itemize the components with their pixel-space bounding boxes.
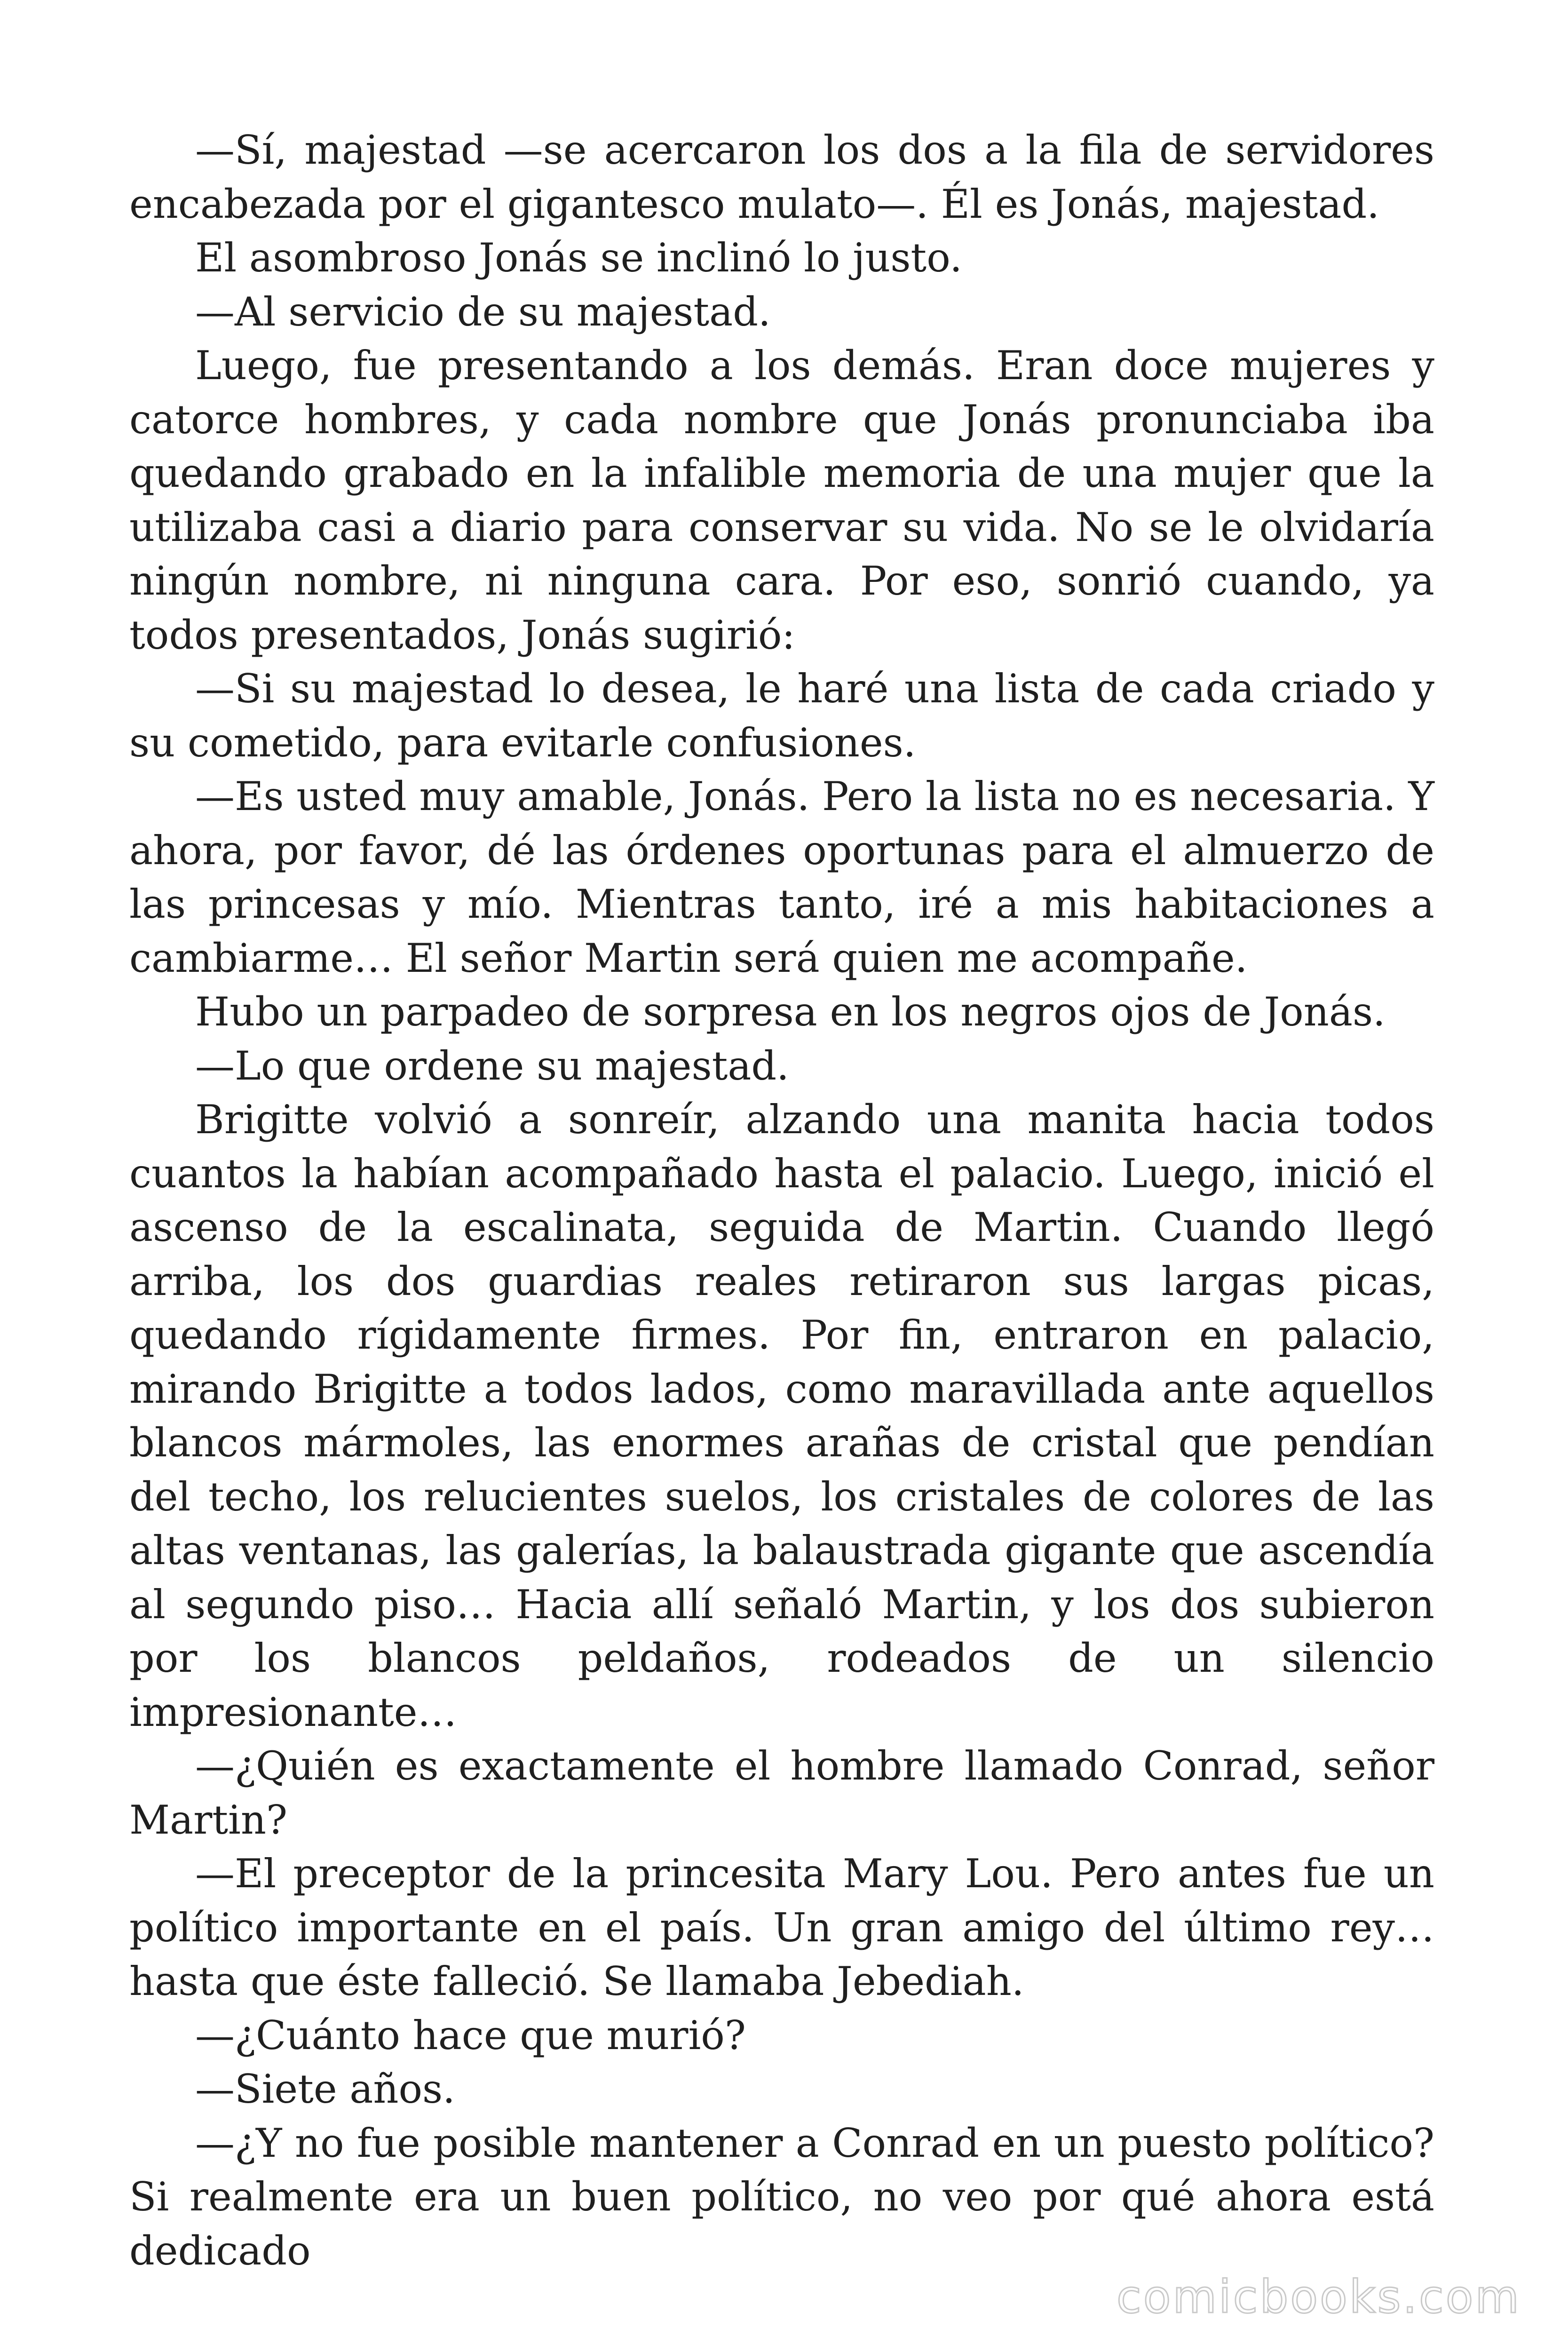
paragraph: —Lo que ordene su majestad. [195, 1042, 789, 1089]
paragraph: —El preceptor de la princesita Mary Lou. Pero antes fue un político importante en el país. Un gran amigo del último rey… hasta que éste falleció. Se llamaba Jebediah. [129, 1851, 1434, 2004]
paragraph: Brigitte volvió a sonreír, alzando una manita hacia todos cuantos la habían acompañado hasta el palacio. Luego, inició el ascenso de la escalinata, seguida de Martin. Cuando llegó arriba, los dos guardias reales retiraron sus largas picas, quedando rígidamente firmes. Por fin, entraron en palacio, mirando Brigitte a todos lados, como maravillada ante aquellos blancos mármoles, las enormes arañas de cristal que pendían del techo, los relucientes suelos, los cristales de colores de las altas ventanas, las galerías, la balaustrada gigante que ascendía al segundo piso… Hacia allí señaló Martin, y los dos subieron por los blancos peldaños, rodeados de un silencio impresionante… [129, 1097, 1434, 1735]
paragraph: El asombroso Jonás se inclinó lo justo. [195, 235, 962, 281]
paragraph: —¿Cuánto hace que murió? [195, 2012, 746, 2058]
paragraph: —Siete años. [195, 2066, 455, 2112]
paragraph: —Es usted muy amable, Jonás. Pero la lista no es necesaria. Y ahora, por favor, dé las órdenes oportunas para el almuerzo de las princesas y mío. Mientras tanto, iré a mis habitaciones a cambiarme… El señor Martin será quien me acompañe. [129, 773, 1434, 981]
watermark: comicbooks.com [1116, 2271, 1521, 2323]
paragraph: —¿Quién es exactamente el hombre llamado Conrad, señor Martin? [129, 1743, 1434, 1843]
paragraph: Luego, fue presentando a los demás. Eran doce mujeres y catorce hombres, y cada nombre que Jonás pronunciaba iba quedando grabado en la infalible memoria de una mujer que la utilizaba casi a diario para conservar su vida. No se le olvidaría ningún nombre, ni ninguna cara. Por eso, sonrió cuando, ya todos presentados, Jonás sugirió: [129, 342, 1434, 658]
paragraph: —Al servicio de su majestad. [195, 288, 771, 335]
paragraph: Hubo un parpadeo de sorpresa en los negros ojos de Jonás. [195, 989, 1386, 1035]
paragraph: —Sí, majestad —se acercaron los dos a la fila de servidores encabezada por el gigantesco mulato—. Él es Jonás, majestad. [129, 127, 1434, 227]
paragraph: —Si su majestad lo desea, le haré una lista de cada criado y su cometido, para evitarle confusiones. [129, 666, 1434, 766]
paragraph: —¿Y no fue posible mantener a Conrad en un puesto político? Si realmente era un buen político, no veo por qué ahora está dedicado [129, 2120, 1434, 2274]
body-text [129, 123, 1434, 2278]
